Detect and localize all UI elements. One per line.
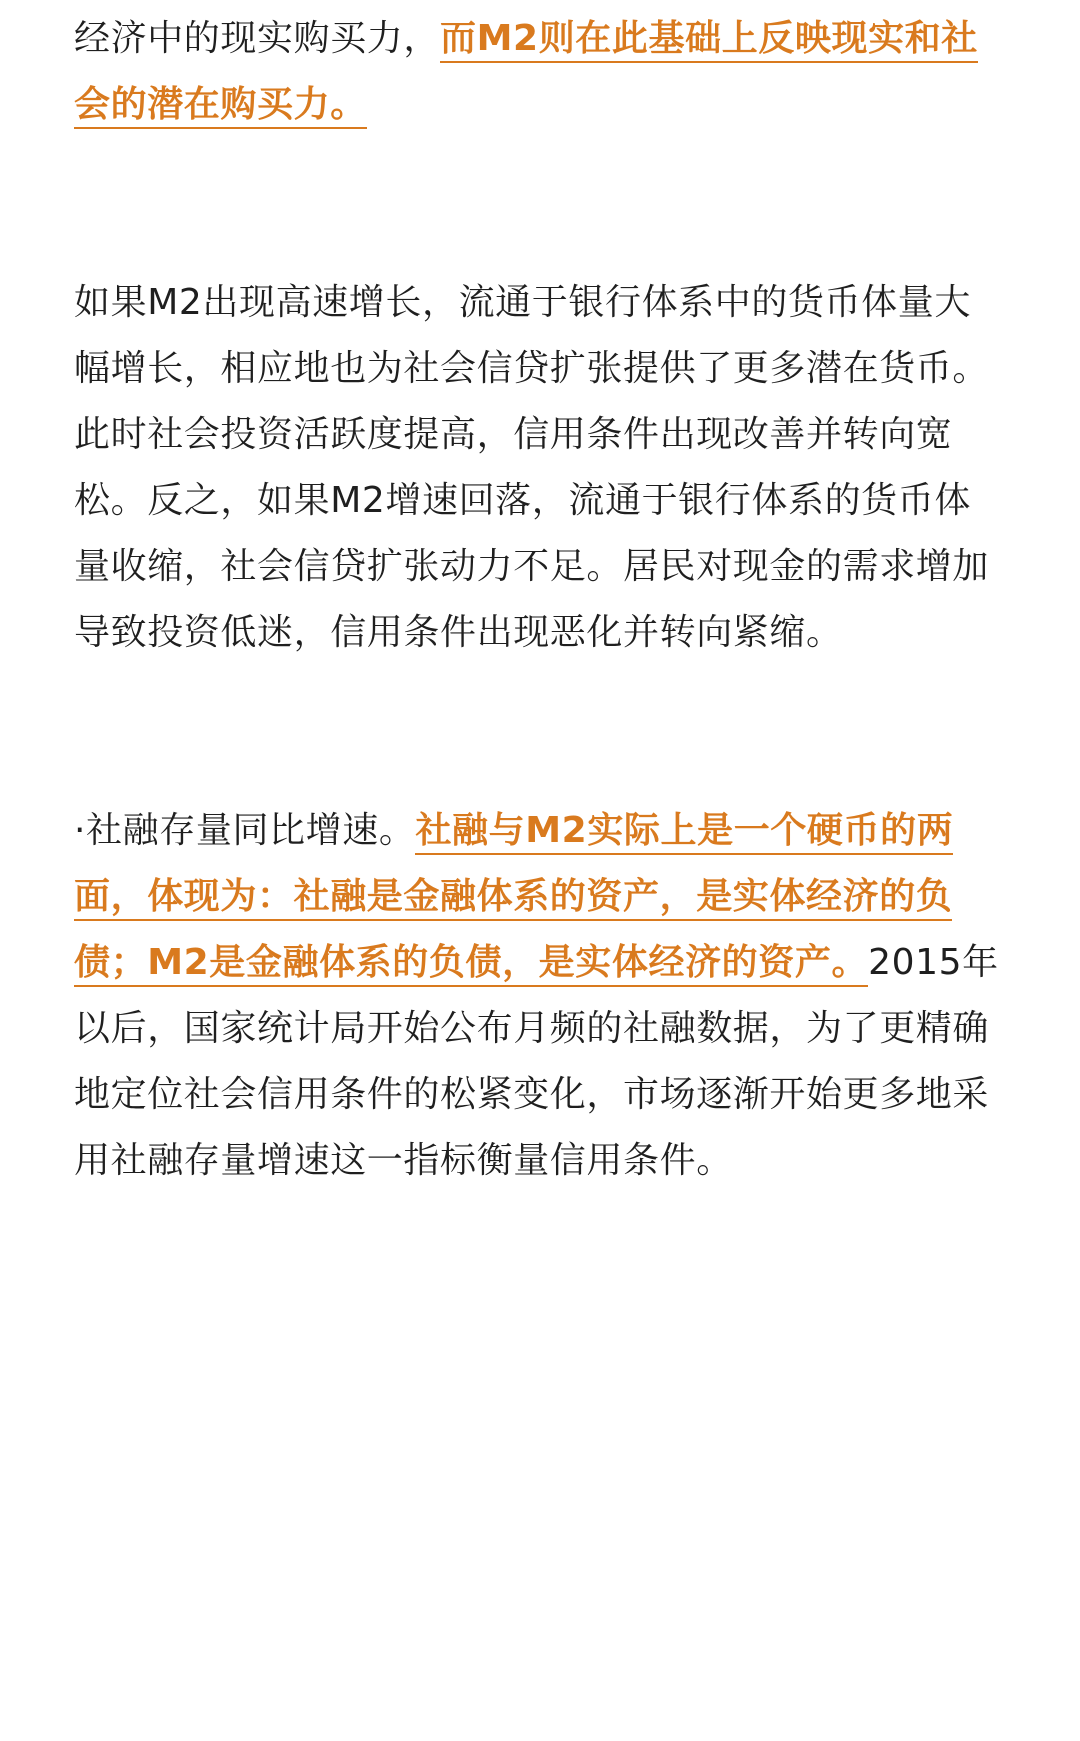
paragraph-social-financing (74, 798, 1006, 1194)
paragraph-lead: 社融存量同比增速。 (86, 810, 416, 851)
paragraph-spacer (74, 138, 1006, 270)
paragraph-text: 经济中的现实购买力， (74, 18, 441, 59)
highlight-text: 而M2则在此基础上反映现实和社会的潜在购买力。 (74, 18, 978, 129)
paragraph-text: 2015年以后，国家统计局开始公布月频的社融数据，为了更精确地定位社会信用条件的松紧变化，市场逐渐开始更多地采用社融存量增速这一指标衡量信用条件。 (74, 942, 999, 1181)
highlight-text: 社融与M2实际上是一个硬币的两面，体现为：社融是金融体系的资产，是实体经济的负债；M2是金融体系的负债，是实体经济的资产。 (74, 810, 953, 987)
article-body (74, 6, 1006, 1194)
paragraph-m2-growth (74, 270, 1006, 666)
bullet-marker: · (74, 810, 87, 851)
paragraph-spacer (74, 666, 1006, 798)
paragraph-m2-purchasing-power (74, 6, 1006, 138)
paragraph-text: 如果M2出现高速增长，流通于银行体系中的货币体量大幅增长，相应地也为社会信贷扩张提供了更多潜在货币。此时社会投资活跃度提高，信用条件出现改善并转向宽松。反之，如果M2增速回落，流通于银行体系的货币体量收缩，社会信贷扩张动力不足。居民对现金的需求增加导致投资低迷，信用条件出现恶化并转向紧缩。 (74, 282, 990, 653)
